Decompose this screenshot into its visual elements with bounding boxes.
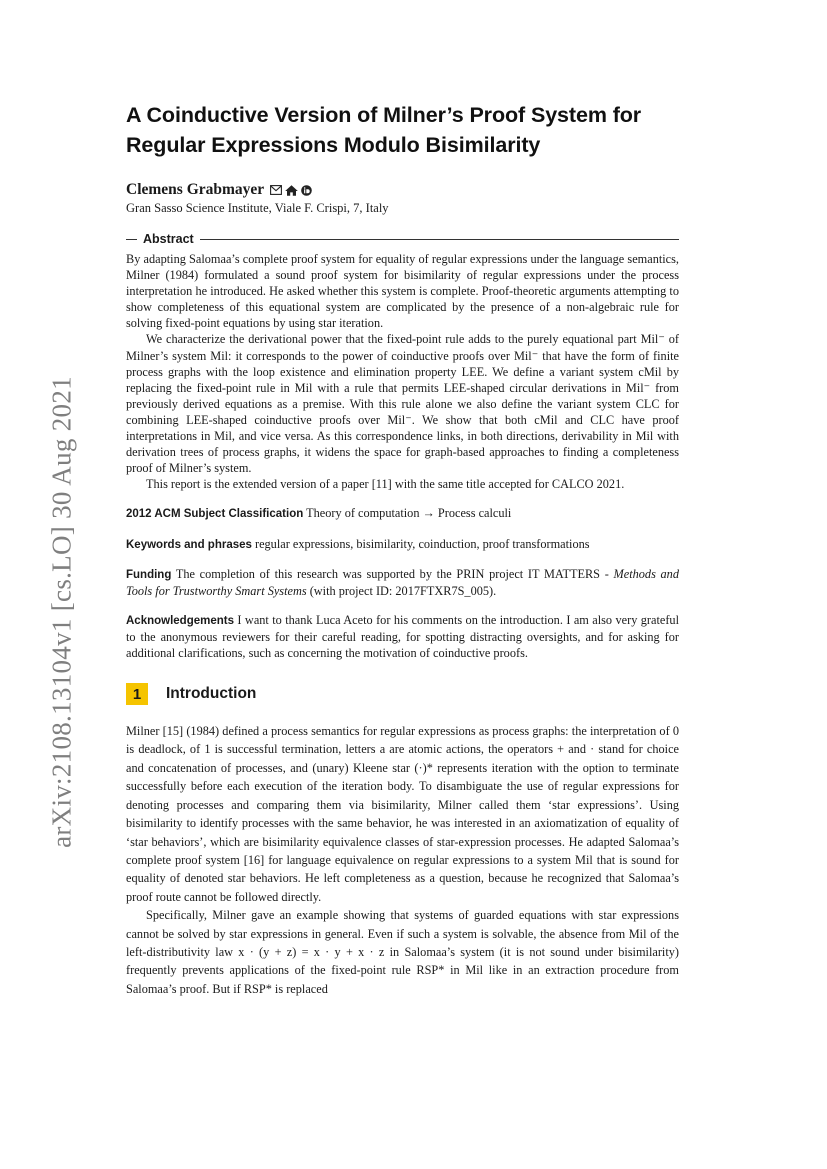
funding-project-title: Methods and Tools for Trustworthy Smart Systems: [126, 566, 679, 598]
keywords-text: regular expressions, bisimilarity, coinduction, proof transformations: [254, 536, 590, 551]
intro-paragraph-2: Specifically, Milner gave an example showing that systems of guarded equations with star expressions cannot be solved by star expressions in general. Even if such a system is solvable, the absence from Mil of the left-distributivity law x · (y + z) = x · y + x · z in Salomaa’s system (it is not sound under bisimilarity) frequently prevents applications of the fixed-point rule RSP* in Mil like in an extraction procedure from Salomaa’s proof. But if RSP* is replaced: [126, 908, 679, 996]
author-name: Clemens Grabmayer: [126, 181, 265, 198]
mail-icon[interactable]: [270, 185, 282, 195]
home-icon[interactable]: [285, 185, 298, 196]
acm-classification-label: 2012 ACM Subject Classification: [126, 508, 304, 521]
funding-project-id: (with project ID: 2017FTXR7S_005).: [306, 583, 497, 598]
acknowledgements-label: Acknowledgements: [126, 614, 234, 627]
section-number: 1: [126, 683, 148, 705]
acm-classification-text: Theory of computation → Process calculi: [306, 506, 512, 521]
funding-label: Funding: [126, 568, 172, 581]
abstract-label: Abstract: [143, 232, 194, 246]
intro-paragraph-1: Milner [15] (1984) defined a process semantics for regular expressions as process graphs: the interpretation of 0 is deadlock, of 1 is successful termination, letters a are atomic actions, the operators + and · stand for choice and concatenation of processes, and (unary) Kleene star (·)* represents iteration with the option to terminate successfully before each execution of the iteration body. To disambiguate the use of regular expressions for denoting processes and comparing them via bisimilarity, Milner called them ‘star expressions’. Using bisimilarity to identify processes with the same behavior, he was interested in an axiomatization of equality of ‘star behaviors’, which are bisimilarity equivalence classes of star-expression processes. He adapted Salomaa’s complete proof system [16] for language equivalence on regular expressions to a system Mil that is sound for equality of denoted star behaviors. He left completeness as a question, because he recognized that Salomaa’s proof route cannot be followed directly.: [126, 724, 679, 904]
abstract: [126, 251, 679, 492]
introduction: [126, 722, 679, 998]
abstract-heading: [126, 232, 679, 246]
arxiv-identifier: arXiv:2108.13104v1 [cs.LO] 30 Aug 2021: [46, 376, 77, 848]
author-icons: [270, 185, 312, 196]
paper-body: [126, 100, 679, 998]
funding: [126, 566, 679, 599]
author-affiliation: Gran Sasso Science Institute, Viale F. Crispi, 7, Italy: [126, 201, 389, 215]
abstract-paragraph-1: By adapting Salomaa’s complete proof system for equality of regular expressions under the language semantics, Milner (1984) formulated a sound proof system for bisimilarity of regular expressions under the process interpretation he introduced. He asked whether this system is complete. Proof-theoretic arguments attempting to show completeness of this equational system are complicated by the presence of a non-algebraic rule for solving fixed-point equations by using star iteration.: [126, 252, 679, 331]
abstract-paragraph-2: We characterize the derivational power that the fixed-point rule adds to the purely equational part Mil⁻ of Milner’s system Mil: it corresponds to the power of coinductive proofs over Mil⁻ that have the form of finite process graphs with the loop existence and elimination property LEE. We define a variant system cMil by replacing the fixed-point rule in Mil with a rule that permits LEE-shaped circular derivations in Mil⁻ from previously derived equations as a premise. With this rule alone we also define the variant system CLC for combining LEE-shaped coinductive proofs over Mil⁻. We show that both cMil and CLC have proof interpretations in Mil, and vice versa. As this correspondence links, in both directions, derivability in Mil with derivation trees of process graphs, it widens the space for graph-based approaches to finding a completeness proof of Milner’s system.: [126, 332, 679, 476]
abstract-paragraph-3: This report is the extended version of a paper [11] with the same title accepted for CALCO 2021.: [146, 477, 625, 492]
keywords: [126, 536, 679, 553]
keywords-label: Keywords and phrases: [126, 538, 252, 551]
orcid-icon[interactable]: [301, 185, 312, 196]
acm-classification: [126, 505, 679, 522]
section-title: Introduction: [166, 685, 257, 703]
section-heading: [126, 683, 679, 705]
paper-title: A Coinductive Version of Milner’s Proof System for Regular Expressions Modulo Bisimilarity: [126, 103, 642, 157]
funding-text: The completion of this research was supported by the PRIN project IT MATTERS -: [175, 566, 614, 581]
acknowledgements: [126, 612, 679, 661]
author-line: [126, 181, 679, 199]
acknowledgements-text: I want to thank Luca Aceto for his comments on the introduction. I am also very grateful to the anonymous reviewers for their careful reading, for spotting distracting oversights, and for asking for additional clarifications, such as concerning the motivation of coinductive proofs.: [126, 612, 679, 660]
